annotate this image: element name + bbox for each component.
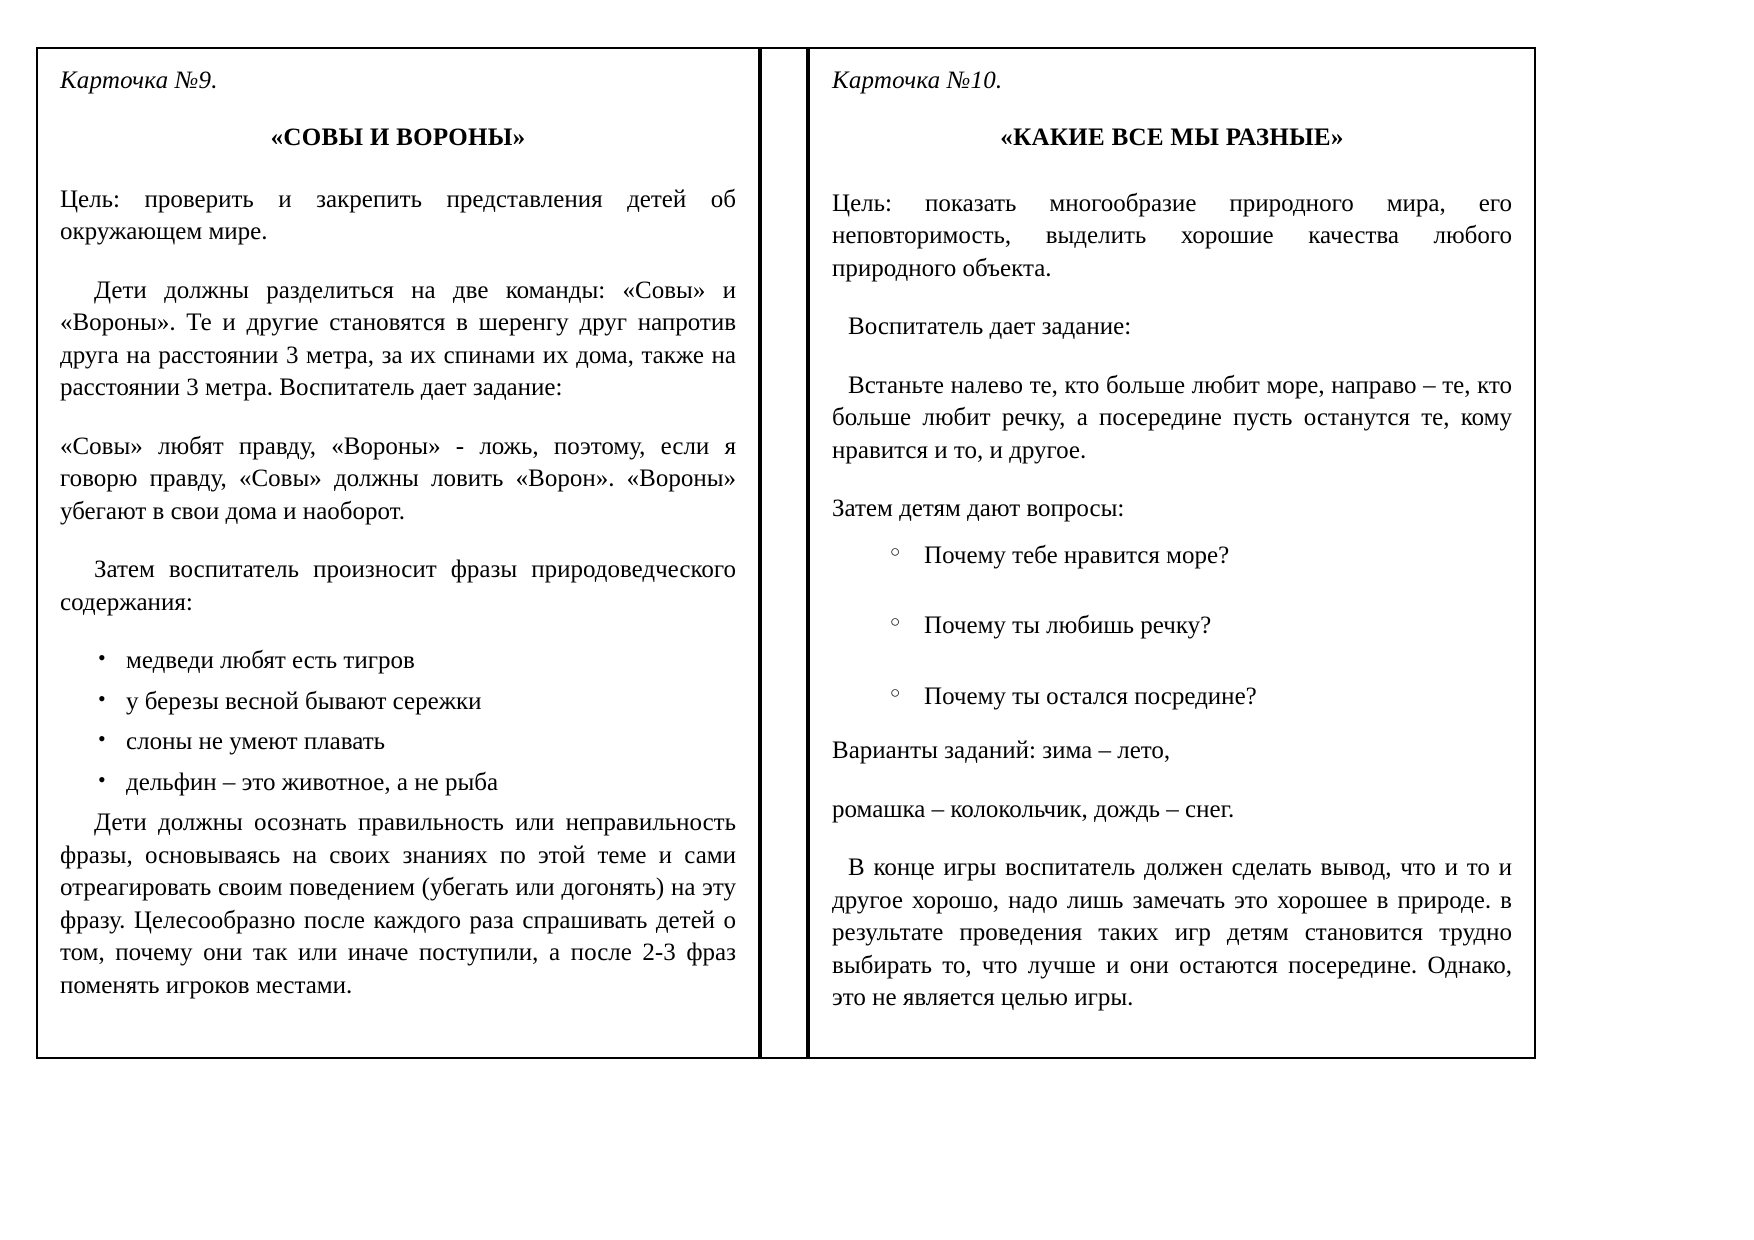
card-cell-right (808, 47, 1536, 1059)
right-variants-line-1: Варианты заданий: зима – лето, (832, 737, 1171, 764)
list-item: ○ Почему тебе нравится море? (924, 540, 1512, 573)
left-paragraph-5: Дети должны осознать правильность или неправильность фразы, основываясь на своих знаниях по этой теме и сами отреагировать своим поведением (убегать или догонять) на эту фразу. Целесообразно после каждого раза спрашивать детей о том, почему они так или иначе поступили, а после 2-3 фраз поменять игроков местами. (60, 809, 737, 999)
right-variants-line-2: ромашка – колокольчик, дождь – снег. (832, 795, 1235, 823)
list-item: • слоны не умеют плавать (126, 726, 736, 759)
right-paragraph-3: Встаньте налево те, кто больше любит море, направо – те, кто больше любит речку, а посередине пусть останутся те, кому нравится и то, и другое. (832, 371, 1512, 464)
card-label-right: Карточка №10. (832, 67, 1003, 94)
card-label-left: Карточка №9. (60, 67, 218, 94)
left-paragraph-3: «Совы» любят правду, «Вороны» - ложь, поэтому, если я говорю правду, «Совы» должны ловить «Ворон». «Вороны» убегают в свои дома и наоборот. (60, 432, 737, 525)
cards-table (36, 47, 1536, 1059)
list-item: ○ Почему ты любишь речку? (924, 610, 1512, 643)
list-item: • у березы весной бывают сережки (126, 686, 736, 719)
list-item: ○ Почему ты остался посредине? (924, 681, 1512, 714)
left-goal-paragraph: Цель: проверить и закрепить представления детей об окружающем мире. (60, 185, 737, 245)
left-phrases-list (60, 645, 736, 799)
card-title-right: «КАКИЕ ВСЕ МЫ РАЗНЫЕ» (1000, 124, 1344, 152)
right-goal-paragraph: Цель: показать многообразие природного мира, его неповторимость, выделить хорошие качества любого природного объекта. (832, 189, 1512, 282)
list-item: • дельфин – это животное, а не рыба (126, 767, 736, 800)
list-item: • медведи любят есть тигров (126, 645, 736, 678)
card-cell-spacer (760, 47, 808, 1059)
card-title-left: «СОВЫ И ВОРОНЫ» (270, 124, 526, 152)
right-paragraph-2: Воспитатель дает задание: (848, 313, 1132, 340)
card-cell-left (36, 47, 760, 1059)
right-paragraph-4: Затем детям дают вопросы: (832, 495, 1125, 522)
left-paragraph-2: Дети должны разделиться на две команды: «Совы» и «Вороны». Те и другие становятся в шеренгу друг напротив друга на расстоянии 3 метра, за их спинами их дома, также на расстоянии 3 метра. Воспитатель дает задание: (60, 276, 737, 401)
right-questions-list (832, 540, 1512, 714)
left-paragraph-4: Затем воспитатель произносит фразы природоведческого содержания: (60, 556, 737, 616)
right-paragraph-5: В конце игры воспитатель должен сделать вывод, что и то и другое хорошо, надо лишь замечать это хорошее в природе. в результате проведения таких игр детям становится трудно выбирать то, что лучше и они остаются посередине. Однако, это не является целью игры. (832, 854, 1512, 1011)
